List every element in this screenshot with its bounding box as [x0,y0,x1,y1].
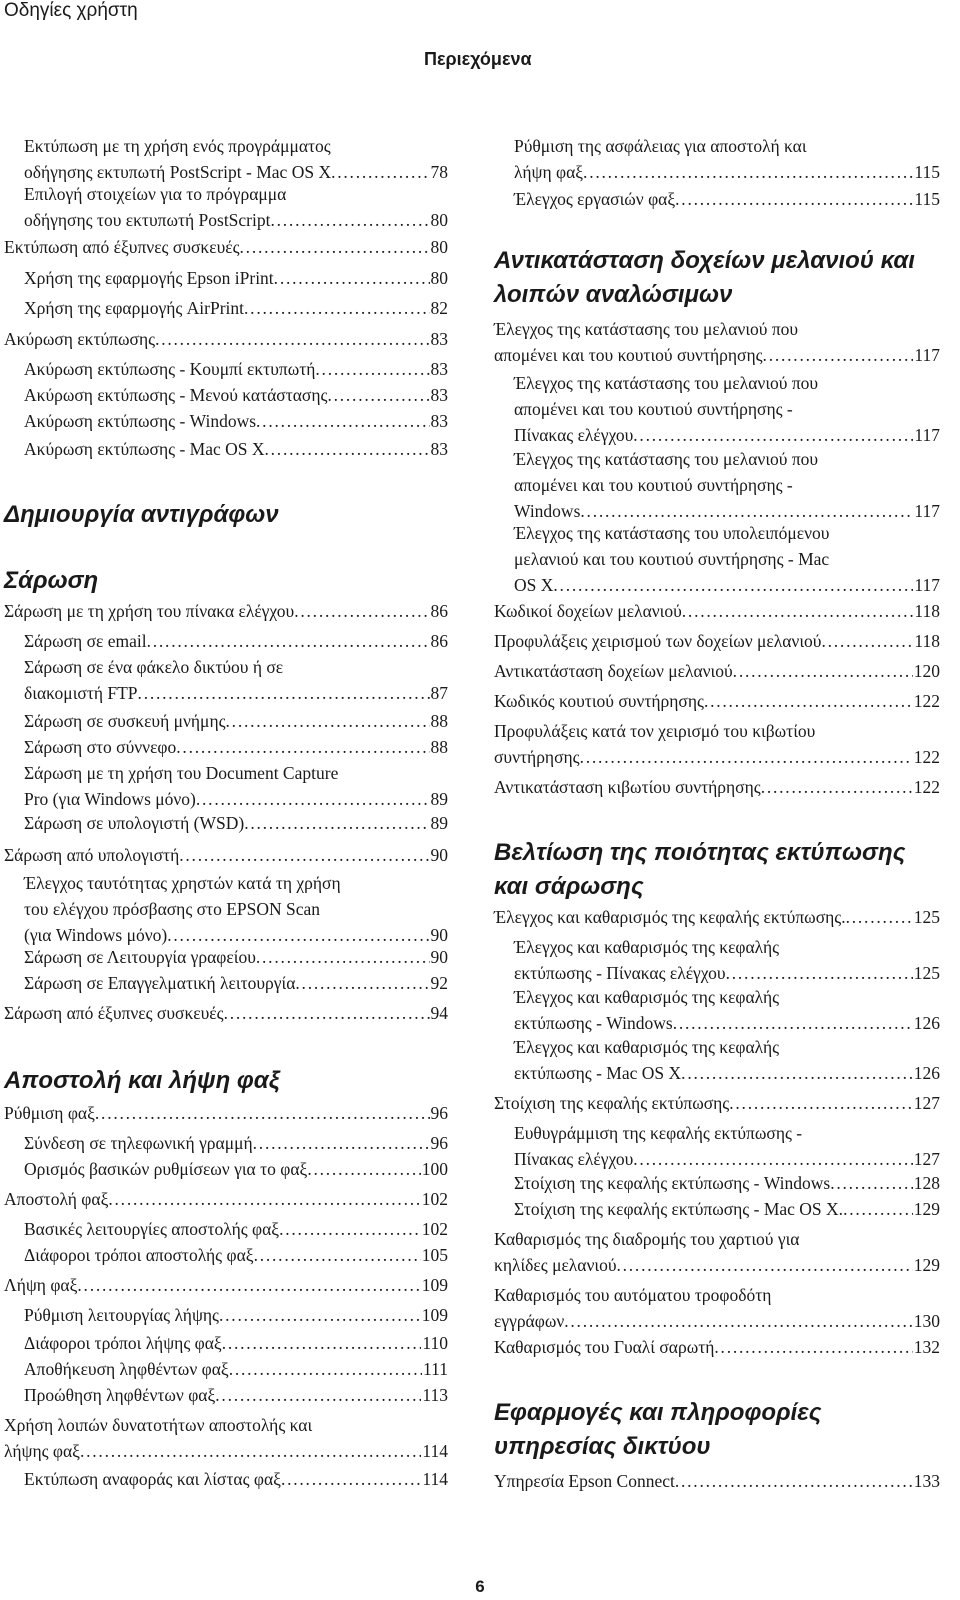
toc-entry-page-number: 82 [430,298,448,318]
toc-entry-page-number: 120 [913,661,940,681]
toc-entry-page-number: 92 [430,973,448,993]
toc-entry-page-number: 110 [422,1333,448,1353]
toc-entry-page-number: 129 [913,1255,940,1275]
toc-entry-title-line: Ακύρωση εκτύπωσης [4,329,156,349]
toc-entry-title-line: (για Windows μόνο) [24,925,168,945]
toc-entry-page-number: 83 [430,385,448,405]
toc-subentry[interactable] [514,1170,940,1196]
dot-leader [564,1308,913,1334]
toc-entry-page-number: 96 [430,1103,448,1123]
toc-entry-title-line: απομένει και του κουτιού συντήρησης - [514,475,793,495]
toc-entry-title-line: Καθαρισμός του Γυαλί σαρωτή [494,1337,715,1357]
toc-entry-title-line: Σάρωση με τη χρήση του Document Capture [24,763,339,783]
toc-entry-page-number: 83 [430,411,448,431]
toc-entry-title-line: εκτύπωσης - Windows [514,1013,673,1033]
toc-entry-title-line: λήψης φαξ [4,1441,80,1461]
toc-entry-title-line: Στοίχιση της κεφαλής εκτύπωσης - Mac OS X. [514,1199,844,1219]
toc-entry[interactable] [494,1226,940,1278]
toc-subentry[interactable] [514,1034,940,1086]
dot-leader [675,1468,913,1494]
toc-entry-title-line: Κωδικός κουτιού συντήρησης [494,691,704,711]
toc-entry-page-number: 125 [913,963,940,983]
toc-entry-title-line: Έλεγχος και καθαρισμός της κεφαλής εκτύπωσης. [494,907,846,927]
toc-entry-page-number: 122 [913,777,940,797]
toc-entry-page-number: 122 [913,691,940,711]
toc-entry-title-line: Σάρωση από υπολογιστή [4,845,180,865]
toc-entry-page-number: 117 [914,345,940,365]
toc-entry-page-number: 109 [421,1275,448,1295]
toc-entry-page-number: 90 [430,845,448,865]
toc-entry-title-line: απομένει και του κουτιού συντήρησης - [514,399,793,419]
toc-entry-title-line: Pro (για Windows μόνο) [24,789,196,809]
toc-subentry[interactable] [514,1120,940,1172]
toc-entry[interactable] [494,1468,940,1494]
dot-leader [673,1010,913,1036]
dot-leader [580,744,913,770]
dot-leader [843,1196,913,1222]
toc-entry-title-line: Χρήση της εφαρμογής AirPrint [24,298,245,318]
toc-entry-page-number: 126 [913,1063,940,1083]
section-heading: Εφαρμογές και πληροφορίες υπηρεσίας δικτύου [494,1399,822,1460]
toc-entry-page-number: 117 [914,425,940,445]
toc-subentry[interactable] [514,520,940,598]
toc-entry-page-number: 78 [430,162,448,182]
dot-leader [704,688,913,714]
toc-entry-page-number: 132 [913,1337,940,1357]
toc-entry-title-line: εκτύπωσης - Πίνακας ελέγχου [514,963,726,983]
toc-entry-title-line: Προφυλάξεις χειρισμού των δοχείων μελανιού [494,631,822,651]
toc-entry-title-line: Εκτύπωση με τη χρήση ενός προγράμματος [24,136,331,156]
toc-subentry[interactable] [514,1196,940,1222]
toc-entry-page-number: 90 [430,925,448,945]
dot-leader [846,904,913,930]
toc-subentry[interactable] [514,133,940,185]
toc-entry-title-line: Έλεγχος και καθαρισμός της κεφαλής [514,987,780,1007]
toc-entry-title-line: Διάφοροι τρόποι λήψης φαξ [24,1333,222,1353]
dot-leader [763,342,914,368]
section-heading: Αντικατάσταση δοχείων μελανιού και λοιπών αναλώσιμων [494,247,915,308]
toc-entry-page-number: 109 [421,1305,448,1325]
toc-entry-title-line: Καθαρισμός του αυτόματου τροφοδότη [494,1285,772,1305]
section-heading: Δημιουργία αντιγράφων [4,501,279,528]
toc-entry-title-line: Αποθήκευση ληφθέντων φαξ [24,1359,229,1379]
toc-entry-title-line: εγγράφων [494,1311,565,1331]
toc-entry[interactable] [494,904,940,930]
dot-leader [729,1090,913,1116]
toc-entry-title-line: Ακύρωση εκτύπωσης - Μενού κατάστασης [24,385,328,405]
toc-entry-title-line: εκτύπωσης - Mac OS X [514,1063,682,1083]
toc-entry-title-line: Ακύρωση εκτύπωσης - Windows [24,411,257,431]
toc-entry-page-number: 127 [913,1149,940,1169]
toc-entry-page-number: 133 [913,1471,940,1491]
toc-entry-page-number: 115 [914,189,940,209]
dot-leader [821,628,913,654]
toc-entry-title-line: κηλίδες μελανιού [494,1255,617,1275]
toc-subentry[interactable] [514,934,940,986]
toc-entry-title-line: Έλεγχος ταυτότητας χρηστών κατά τη χρήση [24,873,341,893]
toc-entry[interactable] [494,658,940,684]
page-number: 6 [475,1577,485,1596]
toc-entry-page-number: 83 [430,329,448,349]
section-heading: Βελτίωση της ποιότητας εκτύπωσης και σάρωσης [494,839,906,900]
toc-entry-page-number: 83 [430,359,448,379]
toc-subentry[interactable] [514,370,940,448]
toc-entry[interactable] [494,1282,940,1334]
toc-entry-title-line: Επιλογή στοιχείων για το πρόγραμμα [24,184,287,204]
dot-leader [761,774,913,800]
toc-entry-title-line: λήψη φαξ [514,162,584,182]
toc-entry-page-number: 125 [913,907,940,927]
toc-entry-title-line: Πίνακας ελέγχου [514,425,634,445]
toc-entry-title-line: οδήγησης του εκτυπωτή PostScript [24,210,271,230]
toc-entry-title-line: Λήψη φαξ [4,1275,78,1295]
toc-subentry[interactable] [514,186,940,212]
toc-entry[interactable] [494,1334,940,1360]
toc-entry-page-number: 83 [430,439,448,459]
toc-entry[interactable] [494,598,940,624]
toc-entry-title-line: οδήγησης εκτυπωτή PostScript - Mac OS X [24,162,332,182]
toc-entry-page-number: 117 [914,501,940,521]
toc-entry[interactable] [494,1090,940,1116]
toc-entry-title-line: Σάρωση στο σύννεφο [24,737,177,757]
toc-entry-title-line: Προώθηση ληφθέντων φαξ [24,1385,216,1405]
toc-entry-title-line: μελανιού και του κουτιού συντήρησης - Mac [514,549,830,569]
toc-entry-title-line: Αντικατάσταση κιβωτίου συντήρησης [494,777,761,797]
toc-entry-title-line: Έλεγχος εργασιών φαξ [514,189,676,209]
dot-leader [726,960,913,986]
toc-entry-title-line: Έλεγχος και καθαρισμός της κεφαλής [514,1037,780,1057]
toc-entry-page-number: 88 [430,737,448,757]
toc-entry-page-number: 87 [430,683,448,703]
toc-entry-page-number: 90 [430,947,448,967]
toc-entry-title-line: Ορισμός βασικών ρυθμίσεων για το φαξ [24,1159,308,1179]
dot-leader [830,1170,913,1196]
toc-entry-page-number: 105 [421,1245,448,1265]
toc-entry-title-line: Σάρωση σε συσκευή μνήμης [24,711,226,731]
toc-entry-title-line: Έλεγχος της κατάστασης του μελανιού που [514,373,819,393]
toc-entry-title-line: Σάρωση σε ένα φάκελο δικτύου ή σε [24,657,284,677]
toc-entry-title-line: Πίνακας ελέγχου [514,1149,634,1169]
toc-entry-page-number: 114 [422,1469,448,1489]
toc-entry-title-line: Χρήση λοιπών δυνατοτήτων αποστολής και [4,1415,313,1435]
toc-entry-title-line: Έλεγχος και καθαρισμός της κεφαλής [514,937,780,957]
toc-entry-page-number: 89 [430,789,448,809]
toc-entry-title-line: Σάρωση σε email [24,631,147,651]
toc-entry-page-number: 100 [421,1159,448,1179]
toc-heading: Περιεχόμενα [424,49,532,69]
toc-entry-page-number: 130 [913,1311,940,1331]
dot-leader [616,1252,912,1278]
dot-leader [733,658,913,684]
dot-leader [675,186,913,212]
toc-entry-page-number: 102 [421,1219,448,1239]
toc-entry-title-line: Έλεγχος της κατάστασης του υπολειπόμενου [514,523,830,543]
document-header-title: Οδηγίες χρήστη [4,0,138,21]
toc-entry-title-line: Στοίχιση της κεφαλής εκτύπωσης - Windows [514,1173,831,1193]
toc-entry-page-number: 102 [421,1189,448,1209]
toc-entry-title-line: Ρύθμιση φαξ [4,1103,95,1123]
toc-subentry[interactable] [514,984,940,1036]
toc-entry-title-line: Αντικατάσταση δοχείων μελανιού [494,661,733,681]
toc-subentry[interactable] [514,446,940,524]
toc-entry-page-number: 122 [913,747,940,767]
toc-entry-title-line: Έλεγχος της κατάστασης του μελανιού που [514,449,819,469]
dot-leader [682,598,914,624]
dot-leader [681,1060,913,1086]
toc-entry-page-number: 89 [430,813,448,833]
toc-entry-title-line: συντήρησης [494,747,580,767]
toc-entry-page-number: 126 [913,1013,940,1033]
dot-leader [633,422,913,448]
toc-entry-title-line: απομένει και του κουτιού συντήρησης [494,345,763,365]
toc-entry-page-number: 113 [422,1385,448,1405]
toc-entry-page-number: 86 [430,631,448,651]
toc-entry-title-line: Εκτύπωση από έξυπνες συσκευές [4,237,240,257]
toc-entry-title-line: Σάρωση με τη χρήση του πίνακα ελέγχου [4,601,295,621]
toc-entry-title-line: Αποστολή φαξ [4,1189,109,1209]
toc-entry-page-number: 115 [914,162,940,182]
toc-entry-page-number: 94 [430,1003,448,1023]
toc-entry-title-line: Σάρωση σε υπολογιστή (WSD) [24,813,245,833]
toc-entry[interactable] [494,774,940,800]
toc-entry-title-line: Εκτύπωση αναφοράς και λίστας φαξ [24,1469,281,1489]
toc-entry-page-number: 118 [914,601,940,621]
toc-entry-title-line: Windows [514,501,581,521]
toc-entry-title-line: Προφυλάξεις κατά τον χειρισμό του κιβωτίου [494,721,816,741]
toc-entry-title-line: διακομιστή FTP [24,683,138,703]
toc-entry-page-number: 86 [430,601,448,621]
toc-entry-title-line: OS X [514,575,554,595]
toc-entry[interactable] [494,628,940,654]
section-heading: Σάρωση [4,567,99,594]
toc-entry-title-line: Χρήση της εφαρμογής Epson iPrint [24,268,274,288]
toc-entry-page-number: 80 [430,268,448,288]
toc-entry-title-line: Ευθυγράμμιση της κεφαλής εκτύπωσης - [514,1123,803,1143]
toc-entry-page-number: 80 [430,237,448,257]
toc-entry[interactable] [494,316,940,368]
toc-entry-page-number: 127 [913,1093,940,1113]
toc-entry-title-line: Στοίχιση της κεφαλής εκτύπωσης [494,1093,730,1113]
toc-entry-page-number: 128 [913,1173,940,1193]
toc-entry-title-line: Υπηρεσία Epson Connect [494,1471,675,1491]
toc-entry-title-line: Διάφοροι τρόποι αποστολής φαξ [24,1245,254,1265]
toc-entry-page-number: 80 [430,210,448,230]
dot-leader [633,1146,912,1172]
toc-entry-page-number: 111 [423,1359,448,1379]
toc-entry-page-number: 117 [914,575,940,595]
toc-entry-page-number: 96 [430,1133,448,1153]
toc-entry-title-line: Βασικές λειτουργίες αποστολής φαξ [24,1219,280,1239]
toc-entry-title-line: Σάρωση σε Λειτουργία γραφείου [24,947,256,967]
toc-entry[interactable] [494,718,940,770]
toc-entry-page-number: 118 [914,631,940,651]
toc-entry-page-number: 114 [422,1441,448,1461]
dot-leader [583,159,913,185]
toc-entry-page-number: 88 [430,711,448,731]
toc-entry-title-line: Σύνδεση σε τηλεφωνική γραμμή [24,1133,253,1153]
dot-leader [714,1334,912,1360]
toc-entry-title-line: Σάρωση σε Επαγγελματική λειτουργία [24,973,296,993]
toc-entry-title-line: Κωδικοί δοχείων μελανιού [494,601,682,621]
toc-entry-title-line: Ακύρωση εκτύπωσης - Mac OS X [24,439,265,459]
toc-entry-title-line: Ρύθμιση της ασφάλειας για αποστολή και [514,136,807,156]
toc-entry-title-line: Σάρωση από έξυπνες συσκευές [4,1003,224,1023]
toc-entry-title-line: Ακύρωση εκτύπωσης - Κουμπί εκτυπωτή [24,359,316,379]
toc-entry[interactable] [494,688,940,714]
toc-entry-title-line: Καθαρισμός της διαδρομής του χαρτιού για [494,1229,800,1249]
toc-entry-title-line: του ελέγχου πρόσβασης στο EPSON Scan [24,899,321,919]
toc-entry-page-number: 129 [913,1199,940,1219]
section-heading: Αποστολή και λήψη φαξ [4,1067,280,1094]
dot-leader [553,572,913,598]
toc-entry-title-line: Ρύθμιση λειτουργίας λήψης [24,1305,219,1325]
toc-entry-title-line: Έλεγχος της κατάστασης του μελανιού που [494,319,799,339]
